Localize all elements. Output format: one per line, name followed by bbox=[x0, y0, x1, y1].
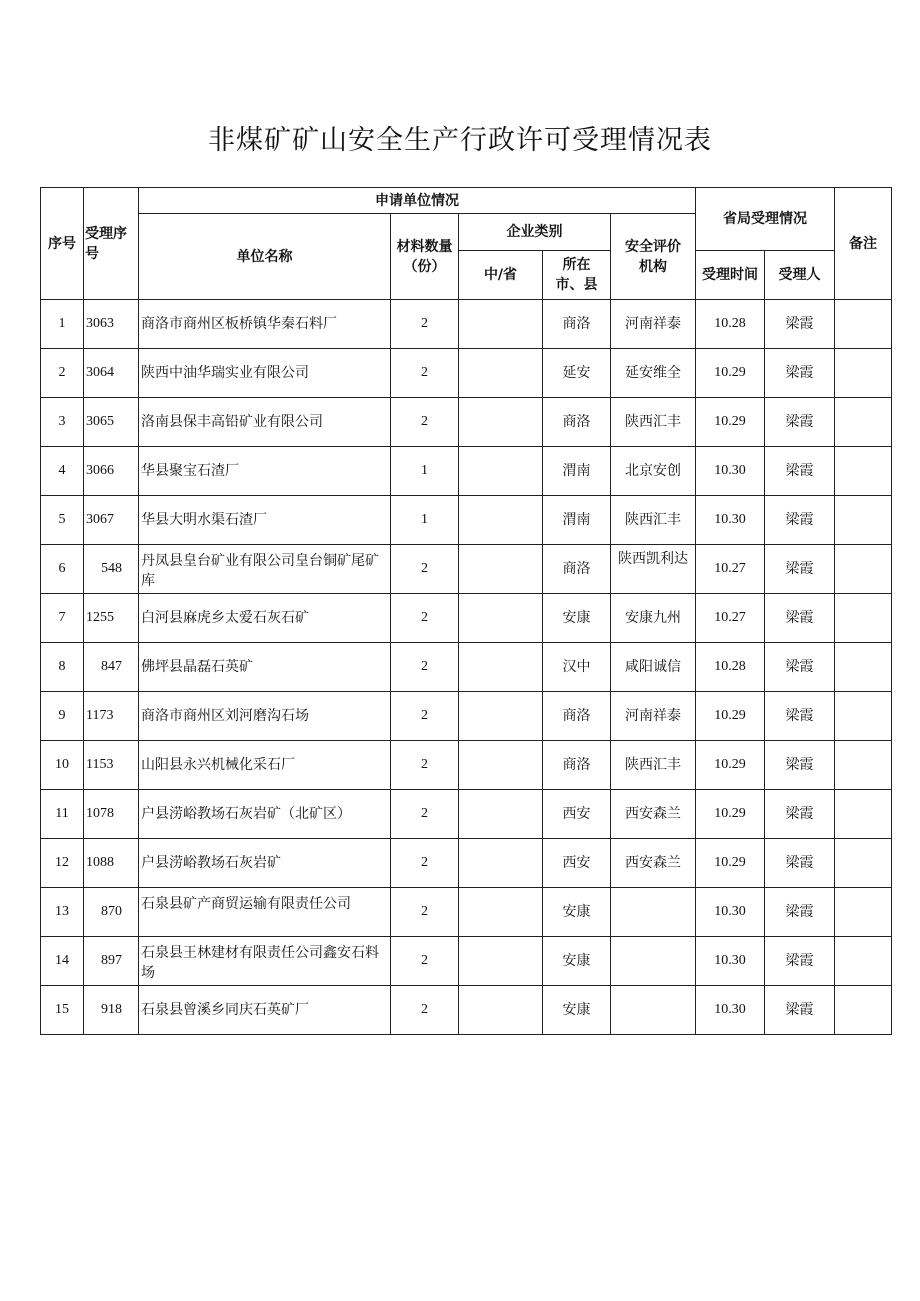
table-row bbox=[41, 888, 892, 937]
header-safety-eval: 安全评价机构 bbox=[611, 214, 696, 300]
row-accept-time: 10.29 bbox=[696, 839, 765, 888]
row-city-county: 商洛 bbox=[543, 692, 611, 741]
row-safety-eval: 陕西汇丰 bbox=[611, 741, 696, 790]
row-seq: 1 bbox=[41, 300, 84, 349]
row-city-county: 渭南 bbox=[543, 496, 611, 545]
row-unit-name: 户县涝峪教场石灰岩矿 bbox=[139, 839, 391, 888]
row-central-prov bbox=[459, 643, 543, 692]
row-central-prov bbox=[459, 741, 543, 790]
row-city-county: 商洛 bbox=[543, 398, 611, 447]
table-row bbox=[41, 692, 892, 741]
row-central-prov bbox=[459, 398, 543, 447]
row-safety-eval: 西安森兰 bbox=[611, 839, 696, 888]
header-central-prov: 中/省 bbox=[459, 251, 543, 300]
page-title: 非煤矿矿山安全生产行政许可受理情况表 bbox=[208, 125, 712, 156]
row-seq: 14 bbox=[41, 937, 84, 986]
row-central-prov bbox=[459, 545, 543, 594]
row-safety-eval: 咸阳诚信 bbox=[611, 643, 696, 692]
row-accept-no: 897 bbox=[84, 937, 139, 986]
row-seq: 7 bbox=[41, 594, 84, 643]
row-accept-time: 10.27 bbox=[696, 545, 765, 594]
row-city-county: 商洛 bbox=[543, 545, 611, 594]
row-seq: 4 bbox=[41, 447, 84, 496]
row-material-count: 2 bbox=[391, 741, 459, 790]
row-material-count: 2 bbox=[391, 888, 459, 937]
row-safety-eval: 延安维全 bbox=[611, 349, 696, 398]
row-central-prov bbox=[459, 888, 543, 937]
row-remark bbox=[835, 447, 892, 496]
table-row bbox=[41, 300, 892, 349]
row-accept-time: 10.30 bbox=[696, 986, 765, 1035]
row-remark bbox=[835, 790, 892, 839]
row-central-prov bbox=[459, 790, 543, 839]
row-central-prov bbox=[459, 300, 543, 349]
row-unit-name: 白河县麻虎乡太爱石灰石矿 bbox=[139, 594, 391, 643]
header-unit-name: 单位名称 bbox=[139, 214, 391, 300]
table-row bbox=[41, 937, 892, 986]
row-unit-name: 丹凤县皇台矿业有限公司皇台铜矿尾矿库 bbox=[139, 545, 391, 594]
row-material-count: 2 bbox=[391, 986, 459, 1035]
row-unit-name: 石泉县曾溪乡同庆石英矿厂 bbox=[139, 986, 391, 1035]
header-seq: 序号 bbox=[41, 188, 84, 300]
row-accept-time: 10.30 bbox=[696, 447, 765, 496]
row-acceptor: 梁霞 bbox=[765, 496, 835, 545]
row-safety-eval: 陕西凯利达 bbox=[611, 545, 696, 594]
row-accept-time: 10.29 bbox=[696, 349, 765, 398]
header-remark: 备注 bbox=[835, 188, 892, 300]
row-unit-name: 华县聚宝石渣厂 bbox=[139, 447, 391, 496]
row-city-county: 安康 bbox=[543, 594, 611, 643]
row-unit-name: 山阳县永兴机械化采石厂 bbox=[139, 741, 391, 790]
row-accept-time: 10.29 bbox=[696, 398, 765, 447]
row-acceptor: 梁霞 bbox=[765, 839, 835, 888]
row-remark bbox=[835, 496, 892, 545]
row-safety-eval bbox=[611, 888, 696, 937]
row-central-prov bbox=[459, 937, 543, 986]
row-unit-name: 陕西中油华瑞实业有限公司 bbox=[139, 349, 391, 398]
row-remark bbox=[835, 888, 892, 937]
row-unit-name: 石泉县王林建材有限责任公司鑫安石料场 bbox=[139, 937, 391, 986]
row-seq: 6 bbox=[41, 545, 84, 594]
row-unit-name: 洛南县保丰高铅矿业有限公司 bbox=[139, 398, 391, 447]
row-city-county: 安康 bbox=[543, 986, 611, 1035]
row-acceptor: 梁霞 bbox=[765, 349, 835, 398]
row-remark bbox=[835, 937, 892, 986]
row-central-prov bbox=[459, 496, 543, 545]
row-material-count: 1 bbox=[391, 447, 459, 496]
row-material-count: 2 bbox=[391, 545, 459, 594]
row-accept-no: 548 bbox=[84, 545, 139, 594]
table-row bbox=[41, 839, 892, 888]
row-safety-eval: 陕西汇丰 bbox=[611, 398, 696, 447]
row-unit-name: 户县涝峪教场石灰岩矿（北矿区） bbox=[139, 790, 391, 839]
table-row bbox=[41, 986, 892, 1035]
row-unit-name: 佛坪县晶磊石英矿 bbox=[139, 643, 391, 692]
row-acceptor: 梁霞 bbox=[765, 447, 835, 496]
row-safety-eval: 西安森兰 bbox=[611, 790, 696, 839]
row-acceptor: 梁霞 bbox=[765, 398, 835, 447]
row-city-county: 安康 bbox=[543, 888, 611, 937]
row-remark bbox=[835, 986, 892, 1035]
row-remark bbox=[835, 643, 892, 692]
header-city-county: 所在市、县 bbox=[543, 251, 611, 300]
row-material-count: 2 bbox=[391, 349, 459, 398]
row-city-county: 商洛 bbox=[543, 741, 611, 790]
row-city-county: 西安 bbox=[543, 790, 611, 839]
row-seq: 13 bbox=[41, 888, 84, 937]
row-accept-time: 10.29 bbox=[696, 692, 765, 741]
row-accept-no: 1153 bbox=[84, 741, 139, 790]
row-acceptor: 梁霞 bbox=[765, 692, 835, 741]
row-accept-no: 3065 bbox=[84, 398, 139, 447]
row-accept-time: 10.29 bbox=[696, 741, 765, 790]
row-safety-eval: 河南祥泰 bbox=[611, 692, 696, 741]
row-material-count: 1 bbox=[391, 496, 459, 545]
row-remark bbox=[835, 741, 892, 790]
header-accept-no: 受理序号 bbox=[84, 188, 139, 300]
row-accept-time: 10.27 bbox=[696, 594, 765, 643]
row-accept-time: 10.29 bbox=[696, 790, 765, 839]
table-row bbox=[41, 545, 892, 594]
row-material-count: 2 bbox=[391, 594, 459, 643]
row-accept-time: 10.30 bbox=[696, 937, 765, 986]
row-city-county: 汉中 bbox=[543, 643, 611, 692]
row-accept-no: 3063 bbox=[84, 300, 139, 349]
row-acceptor: 梁霞 bbox=[765, 888, 835, 937]
row-accept-no: 1173 bbox=[84, 692, 139, 741]
row-material-count: 2 bbox=[391, 937, 459, 986]
row-remark bbox=[835, 545, 892, 594]
row-seq: 8 bbox=[41, 643, 84, 692]
row-accept-time: 10.28 bbox=[696, 300, 765, 349]
row-accept-no: 918 bbox=[84, 986, 139, 1035]
row-central-prov bbox=[459, 839, 543, 888]
row-accept-no: 1088 bbox=[84, 839, 139, 888]
row-remark bbox=[835, 300, 892, 349]
row-safety-eval bbox=[611, 986, 696, 1035]
row-safety-eval: 陕西汇丰 bbox=[611, 496, 696, 545]
row-city-county: 延安 bbox=[543, 349, 611, 398]
table-row bbox=[41, 447, 892, 496]
row-unit-name: 石泉县矿产商贸运输有限责任公司 bbox=[139, 888, 391, 937]
table-row bbox=[41, 349, 892, 398]
row-city-county: 渭南 bbox=[543, 447, 611, 496]
row-unit-name: 商洛市商州区刘河磨沟石场 bbox=[139, 692, 391, 741]
table-row bbox=[41, 496, 892, 545]
row-seq: 15 bbox=[41, 986, 84, 1035]
row-acceptor: 梁霞 bbox=[765, 545, 835, 594]
row-acceptor: 梁霞 bbox=[765, 986, 835, 1035]
row-accept-time: 10.28 bbox=[696, 643, 765, 692]
row-central-prov bbox=[459, 692, 543, 741]
row-unit-name: 华县大明水渠石渣厂 bbox=[139, 496, 391, 545]
row-safety-eval: 河南祥泰 bbox=[611, 300, 696, 349]
row-acceptor: 梁霞 bbox=[765, 594, 835, 643]
row-central-prov bbox=[459, 986, 543, 1035]
row-seq: 2 bbox=[41, 349, 84, 398]
row-central-prov bbox=[459, 447, 543, 496]
row-remark bbox=[835, 594, 892, 643]
table-row bbox=[41, 741, 892, 790]
acceptance-table bbox=[40, 187, 892, 1035]
row-seq: 10 bbox=[41, 741, 84, 790]
row-safety-eval: 北京安创 bbox=[611, 447, 696, 496]
row-accept-time: 10.30 bbox=[696, 888, 765, 937]
row-accept-no: 1255 bbox=[84, 594, 139, 643]
row-material-count: 2 bbox=[391, 643, 459, 692]
row-remark bbox=[835, 839, 892, 888]
row-city-county: 安康 bbox=[543, 937, 611, 986]
header-enterprise-type: 企业类别 bbox=[459, 214, 611, 251]
row-safety-eval bbox=[611, 937, 696, 986]
row-accept-time: 10.30 bbox=[696, 496, 765, 545]
row-safety-eval: 安康九州 bbox=[611, 594, 696, 643]
row-accept-no: 847 bbox=[84, 643, 139, 692]
row-acceptor: 梁霞 bbox=[765, 937, 835, 986]
table-row bbox=[41, 398, 892, 447]
row-material-count: 2 bbox=[391, 692, 459, 741]
header-acceptor: 受理人 bbox=[765, 251, 835, 300]
row-seq: 11 bbox=[41, 790, 84, 839]
row-accept-no: 3067 bbox=[84, 496, 139, 545]
row-accept-no: 870 bbox=[84, 888, 139, 937]
row-central-prov bbox=[459, 349, 543, 398]
row-remark bbox=[835, 398, 892, 447]
row-accept-no: 3066 bbox=[84, 447, 139, 496]
row-seq: 12 bbox=[41, 839, 84, 888]
row-acceptor: 梁霞 bbox=[765, 741, 835, 790]
row-city-county: 商洛 bbox=[543, 300, 611, 349]
header-material-count: 材料数量（份） bbox=[391, 214, 459, 300]
row-central-prov bbox=[459, 594, 543, 643]
table-row bbox=[41, 790, 892, 839]
table-row bbox=[41, 643, 892, 692]
row-accept-no: 3064 bbox=[84, 349, 139, 398]
row-remark bbox=[835, 692, 892, 741]
row-city-county: 西安 bbox=[543, 839, 611, 888]
header-applicant-group: 申请单位情况 bbox=[139, 188, 696, 214]
row-unit-name: 商洛市商州区板桥镇华秦石料厂 bbox=[139, 300, 391, 349]
header-accept-time: 受理时间 bbox=[696, 251, 765, 300]
row-acceptor: 梁霞 bbox=[765, 300, 835, 349]
table-row bbox=[41, 594, 892, 643]
row-material-count: 2 bbox=[391, 398, 459, 447]
row-material-count: 2 bbox=[391, 839, 459, 888]
row-remark bbox=[835, 349, 892, 398]
row-material-count: 2 bbox=[391, 300, 459, 349]
row-acceptor: 梁霞 bbox=[765, 790, 835, 839]
header-bureau-group: 省局受理情况 bbox=[696, 188, 835, 251]
row-seq: 3 bbox=[41, 398, 84, 447]
row-acceptor: 梁霞 bbox=[765, 643, 835, 692]
row-material-count: 2 bbox=[391, 790, 459, 839]
row-seq: 5 bbox=[41, 496, 84, 545]
row-accept-no: 1078 bbox=[84, 790, 139, 839]
row-seq: 9 bbox=[41, 692, 84, 741]
